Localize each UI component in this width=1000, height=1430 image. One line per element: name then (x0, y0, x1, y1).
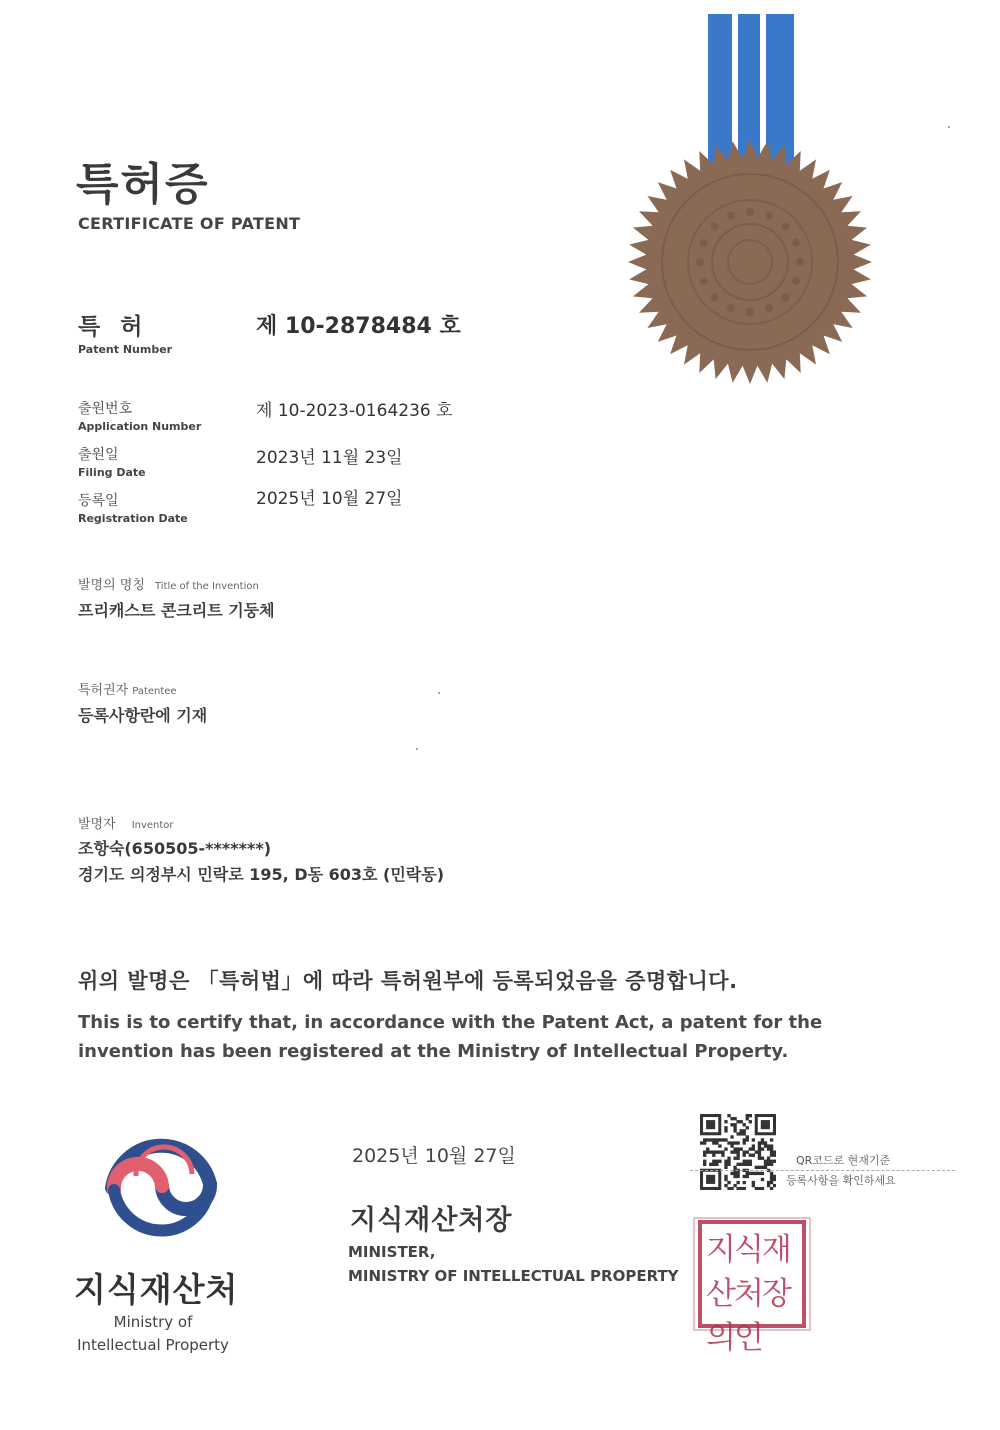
scan-speck (948, 126, 950, 128)
registration-date-label-en: Registration Date (78, 512, 188, 525)
qr-note-line2: 등록사항을 확인하세요 (786, 1174, 896, 1187)
invention-title-label: 발명의 명칭 (78, 578, 145, 593)
registration-date-value: 2025년 10월 27일 (256, 489, 403, 509)
filing-date-value: 2023년 11월 23일 (256, 448, 403, 468)
patentee-label: 특허권자 (78, 683, 129, 698)
certificate-title: 특허증 (76, 159, 210, 210)
signatory-title-en-line2: MINISTRY OF INTELLECTUAL PROPERTY (348, 1267, 679, 1285)
certification-statement-en-line2: invention has been registered at the Ministry of Intellectual Property. (78, 1041, 789, 1062)
registration-date-label: 등록일 (78, 493, 119, 509)
application-number-label-en: Application Number (78, 420, 202, 433)
medal-seal (620, 14, 880, 394)
patent-number-label: 특 허 (78, 314, 149, 340)
inventor-header (78, 813, 174, 832)
inventor-address: 경기도 의정부시 민락로 195, D동 603호 (민락동) (78, 865, 445, 884)
invention-title-value: 프리캐스트 콘크리트 기둥체 (78, 601, 275, 620)
ministry-logo-emblem (96, 1124, 226, 1254)
ministry-logo-name-en-line2: Intellectual Property (77, 1336, 229, 1354)
patent-number-value: 제 10-2878484 호 (256, 314, 461, 339)
application-number-label: 출원번호 (78, 401, 133, 417)
signatory-title-ko: 지식재산처장 (350, 1205, 513, 1236)
inventor-name: 조항숙(650505-*******) (78, 839, 272, 858)
qr-note-line1: QR코드로 현재기준 (796, 1154, 891, 1167)
inventor-label: 발명자 (78, 817, 116, 832)
certificate-subtitle: CERTIFICATE OF PATENT (78, 214, 301, 233)
invention-title-label-en: Title of the Invention (154, 581, 259, 592)
patentee-label-en: Patentee (132, 686, 177, 697)
scan-speck (416, 748, 418, 750)
signatory-title-en-line1: MINISTER, (348, 1243, 436, 1261)
certification-statement-ko: 위의 발명은 「특허법」에 따라 특허원부에 등록되었음을 증명합니다. (78, 969, 738, 993)
qr-divider (690, 1170, 955, 1171)
issue-date: 2025년 10월 27일 (352, 1145, 516, 1167)
scan-speck (438, 692, 440, 694)
certification-statement-en-line1: This is to certify that, in accordance with the Patent Act, a patent for the (78, 1012, 823, 1033)
medal (628, 140, 872, 384)
patentee-value: 등록사항란에 기재 (78, 706, 208, 725)
application-number-value: 제 10-2023-0164236 호 (256, 401, 453, 421)
inventor-label-en: Inventor (131, 820, 174, 831)
filing-date-label: 출원일 (78, 447, 119, 463)
ministry-logo-name-ko: 지식재산처 (74, 1270, 239, 1309)
official-seal-text: 지식재산처장의인 (706, 1232, 790, 1356)
invention-title-header (78, 574, 259, 593)
patentee-header (78, 679, 177, 698)
patent-number-label-en: Patent Number (78, 343, 173, 356)
ministry-logo-name-en-line1: Ministry of (113, 1313, 193, 1331)
ribbon (708, 14, 794, 164)
qr-code[interactable] (700, 1114, 776, 1190)
filing-date-label-en: Filing Date (78, 466, 146, 479)
